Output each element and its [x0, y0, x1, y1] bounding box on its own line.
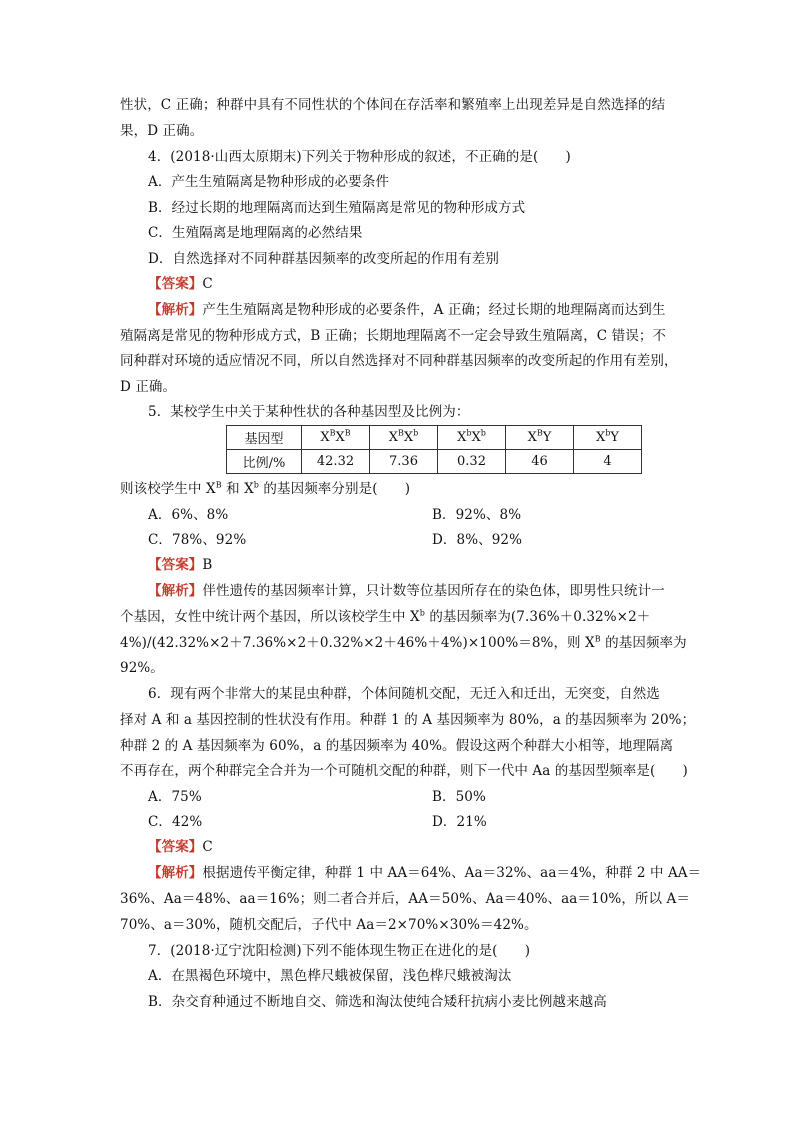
genotype-cell: $X^bX^b$	[438, 426, 506, 450]
explanation-label: 【解析】	[148, 865, 203, 881]
question-6-option-d: D．21%	[432, 814, 487, 830]
text-line: 36%、Aa＝48%、aa＝16%；则二者合并后，AA＝50%、Aa＝40%、aa＝10%，所以 A＝	[120, 891, 690, 907]
answer-value: B	[202, 557, 213, 573]
table-cell: 46	[506, 450, 574, 474]
question-4-option-a: A．产生生殖隔离是物种形成的必要条件	[148, 174, 390, 190]
question-6-stem: 6．现有两个非常大的某昆虫种群，个体间随机交配，无迁入和迁出，无突变，自然选	[148, 686, 660, 702]
genotype-cell: $X^BX^b$	[370, 426, 438, 450]
question-5-explanation	[148, 582, 708, 600]
question-6-option-c: C．42%	[148, 814, 203, 830]
text-line: 不再存在，两个种群完全合并为一个可随机交配的种群，则下一代中 Aa 的基因型频率是( )	[120, 763, 688, 779]
question-6-explanation	[148, 864, 708, 882]
question-7-option-a: A．在黑褐色环境中，黑色桦尺蛾被保留，浅色桦尺蛾被淘汰	[148, 968, 512, 984]
question-5-option-c: C．78%、92%	[148, 532, 247, 548]
table-cell: 4	[574, 450, 642, 474]
answer-value: C	[202, 276, 213, 292]
table-cell: 7.36	[370, 450, 438, 474]
question-7-option-b: B．杂交育种通过不断地自交、筛选和淘汰使纯合矮秆抗病小麦比例越来越高	[148, 994, 607, 1010]
answer-label: 【答案】	[148, 557, 203, 573]
table-row-label: 比例/%	[227, 450, 302, 474]
explanation-label: 【解析】	[148, 583, 203, 599]
genotype-cell: $X^bY$	[574, 426, 642, 450]
question-6-option-b: B．50%	[432, 789, 486, 805]
question-6-answer	[148, 838, 708, 856]
question-4-option-b: B．经过长期的地理隔离而达到生殖隔离是常见的物种形成方式	[148, 200, 526, 216]
answer-label: 【答案】	[148, 276, 203, 292]
table-cell: 42.32	[302, 450, 370, 474]
table-header-cell: 基因型	[227, 426, 302, 450]
text-line: 择对 A 和 a 基因控制的性状没有作用。种群 1 的 A 基因频率为 80%，a 的基因频率为 20%；	[120, 712, 696, 728]
text-line: D 正确。	[120, 379, 177, 395]
explanation-label: 【解析】	[148, 302, 203, 318]
question-5-option-a: A．6%、8%	[148, 507, 229, 523]
question-5-option-b: B．92%、8%	[432, 507, 522, 523]
explanation-text: 伴性遗传的基因频率计算，只计数等位基因所存在的染色体，即男性只统计一	[202, 583, 665, 599]
text-line: 同种群对环境的适应情况不同，所以自然选择对不同种群基因频率的改变所起的作用有差别，	[120, 353, 678, 369]
text-line: 70%、a＝30%，随机交配后，子代中 Aa＝2×70%×30%＝42%。	[120, 917, 538, 933]
text-line: 4%)/(42.32%×2＋7.36%×2＋0.32%×2＋46%＋4%)×100%＝8%，则 $X^B$ 的基因频率为	[120, 634, 687, 651]
answer-value: C	[202, 839, 213, 855]
question-4-option-c: C．生殖隔离是地理隔离的必然结果	[148, 225, 363, 241]
question-4-stem: 4．(2018·山西太原期末)下列关于物种形成的叙述，不正确的是( )	[148, 149, 571, 165]
text-line: 性状，C 正确；种群中具有不同性状的个体间在存活率和繁殖率上出现差异是自然选择的结	[120, 97, 666, 113]
table-cell: 0.32	[438, 450, 506, 474]
answer-label: 【答案】	[148, 839, 203, 855]
question-5-answer	[148, 556, 708, 574]
table-row	[227, 450, 642, 474]
question-6-option-a: A．75%	[148, 789, 202, 805]
question-4-option-d: D．自然选择对不同种群基因频率的改变所起的作用有差别	[148, 251, 499, 267]
genotype-cell: $X^BY$	[506, 426, 574, 450]
question-7-stem: 7．(2018·辽宁沈阳检测)下列不能体现生物正在进化的是( )	[148, 943, 531, 959]
question-4-answer	[148, 275, 708, 293]
explanation-text: 产生生殖隔离是物种形成的必要条件，A 正确；经过长期的地理隔离而达到生	[202, 302, 666, 318]
question-5-option-d: D．8%、92%	[432, 532, 523, 548]
explanation-text: 根据遗传平衡定律，种群 1 中 AA＝64%、Aa＝32%、aa＝4%，种群 2 中 AA＝	[202, 865, 702, 881]
text-line: 92%。	[120, 660, 164, 676]
text-line: 果，D 正确。	[120, 123, 204, 139]
question-4-explanation	[148, 301, 708, 319]
question-5-prompt: 则该校学生中 $X^B$ 和 $X^b$ 的基因频率分别是( )	[120, 480, 411, 497]
text-line: 种群 2 的 A 基因频率为 60%，a 的基因频率为 40%。假设这两个种群大小相等，地理隔离	[120, 738, 674, 754]
table-row	[227, 426, 642, 450]
genotype-cell: $X^BX^B$	[302, 426, 370, 450]
text-line: 个基因，女性中统计两个基因，所以该校学生中 $X^b$ 的基因频率为(7.36%＋0.32%×2＋	[120, 608, 651, 625]
genotype-table	[226, 425, 642, 474]
text-line: 殖隔离是常见的物种形成方式，B 正确；长期地理隔离不一定会导致生殖隔离，C 错误；不	[120, 328, 667, 344]
question-5-stem: 5．某校学生中关于某种性状的各种基因型及比例为：	[148, 404, 470, 420]
